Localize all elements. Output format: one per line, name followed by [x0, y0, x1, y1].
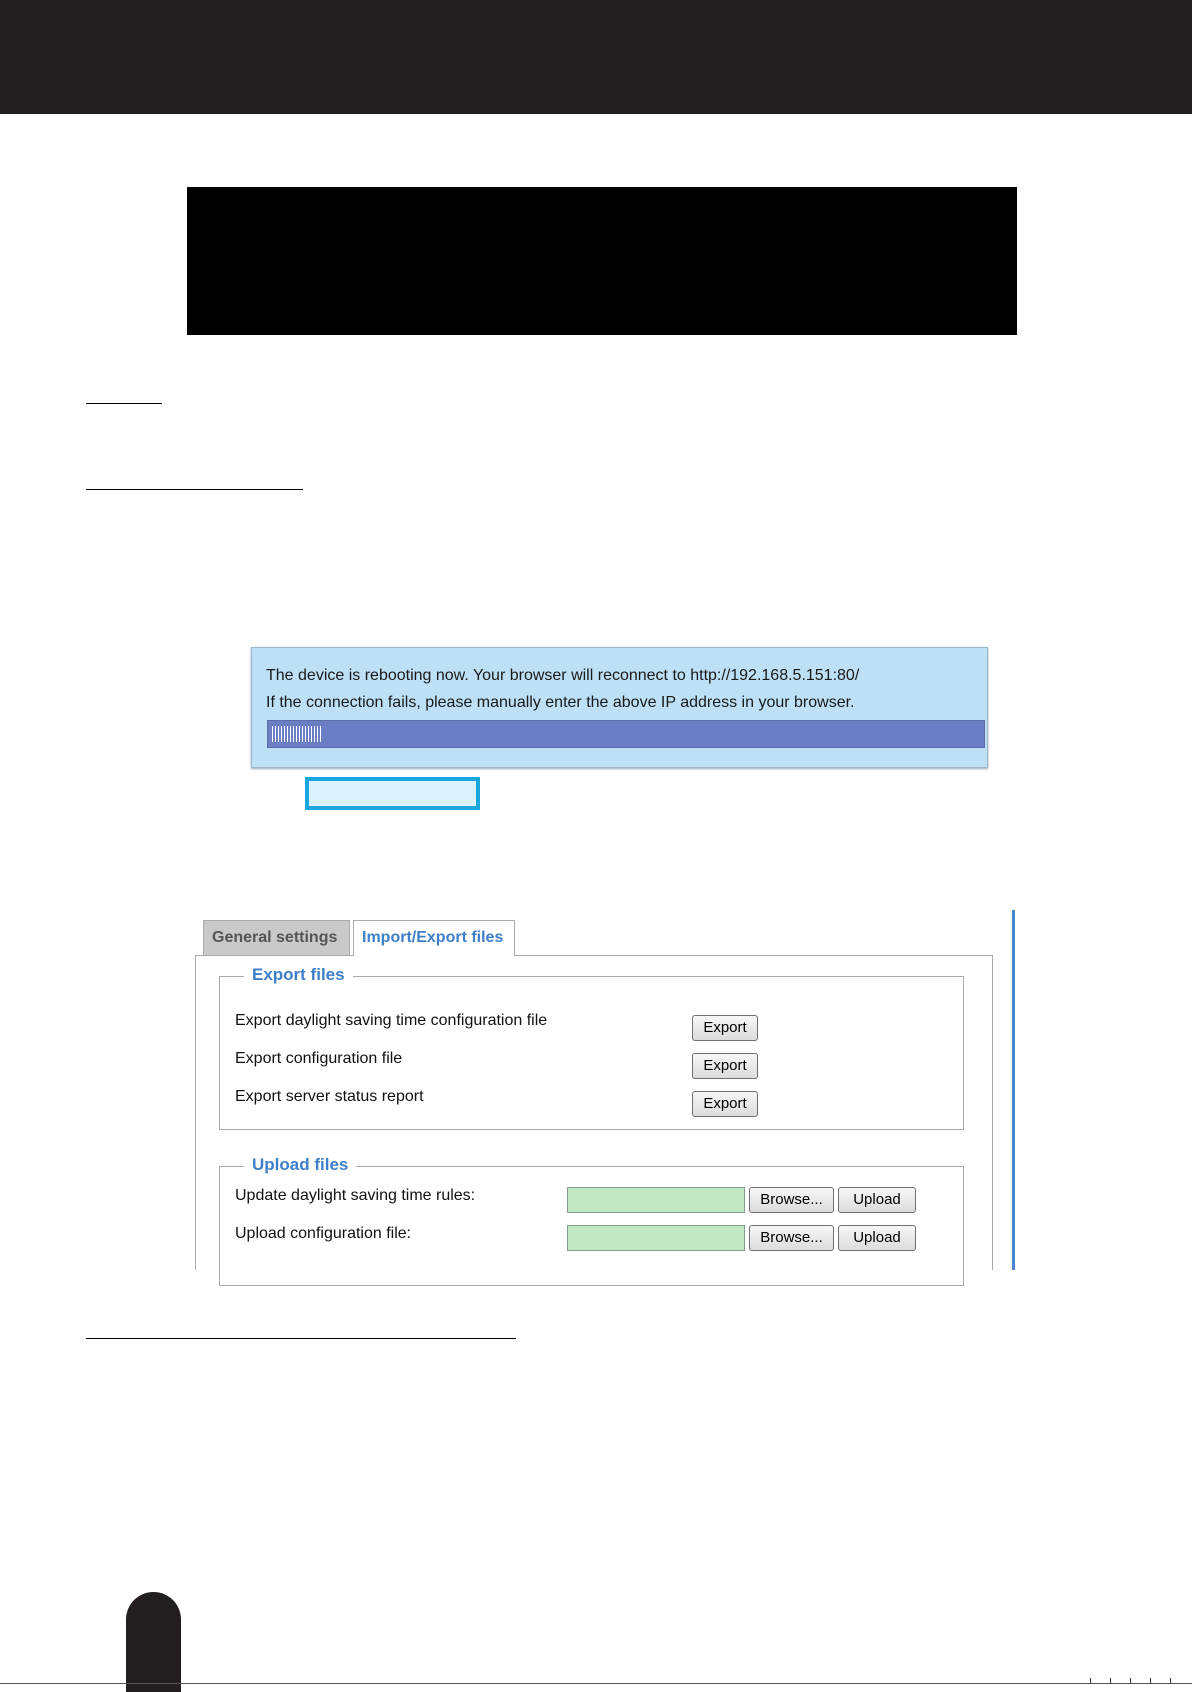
header-bar [0, 0, 1192, 114]
dst-rules-browse-button[interactable]: Browse... [749, 1187, 834, 1213]
config-upload-button[interactable]: Upload [838, 1225, 916, 1251]
upload-config-label: Upload configuration file: [235, 1225, 412, 1242]
page-number-tab [126, 1592, 181, 1692]
config-file-field[interactable] [567, 1225, 745, 1251]
export-status-report-label: Export server status report [235, 1088, 424, 1105]
section-rule-1 [86, 403, 162, 404]
export-files-group [219, 965, 964, 1130]
export-config-label: Export configuration file [235, 1050, 403, 1067]
settings-panel [195, 920, 1015, 1270]
dst-rules-upload-button[interactable]: Upload [838, 1187, 916, 1213]
tab-general-settings[interactable]: General settings [203, 920, 350, 955]
reboot-message-line2: If the connection fails, please manually enter the above IP address in your browser. [266, 694, 855, 711]
header-edge [0, 114, 1192, 116]
dst-rules-file-field[interactable] [567, 1187, 745, 1213]
upload-files-group [219, 1155, 964, 1286]
crop-marks [1090, 1678, 1190, 1684]
progress-fill [272, 726, 322, 742]
section-rule-2 [86, 489, 303, 490]
export-config-button[interactable]: Export [692, 1053, 758, 1079]
tab-import-export-files[interactable]: Import/Export files [353, 920, 515, 956]
reboot-progress-bar [267, 720, 985, 748]
callout-highlight [305, 777, 480, 810]
reboot-message-line1: The device is rebooting now. Your browser will reconnect to http://192.168.5.151:80/ [266, 667, 860, 684]
reboot-notice [251, 647, 988, 768]
export-files-legend: Export files [244, 965, 353, 985]
bottom-rule [0, 1683, 1192, 1684]
tab-content [195, 955, 993, 1270]
upload-files-legend: Upload files [244, 1155, 356, 1175]
export-dst-config-label: Export daylight saving time configuration file [235, 1012, 548, 1029]
section-rule-3 [86, 1338, 516, 1339]
update-dst-rules-label: Update daylight saving time rules: [235, 1187, 476, 1204]
title-banner [187, 187, 1017, 335]
config-browse-button[interactable]: Browse... [749, 1225, 834, 1251]
export-status-report-button[interactable]: Export [692, 1091, 758, 1117]
export-dst-config-button[interactable]: Export [692, 1015, 758, 1041]
